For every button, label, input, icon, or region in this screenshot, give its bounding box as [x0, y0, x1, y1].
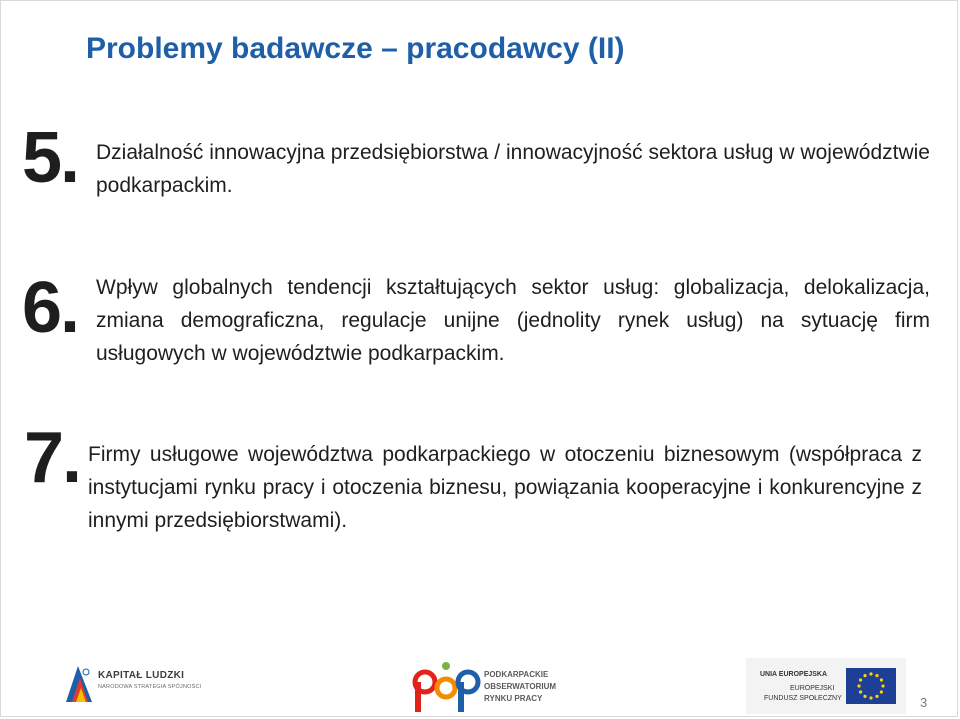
- item-number-6: 6.: [22, 268, 79, 348]
- eu-flag-icon: [846, 668, 896, 704]
- eu-line-1: UNIA EUROPEJSKA: [760, 671, 828, 678]
- slide-title: Problemy badawcze – pracodawcy (II): [86, 32, 625, 65]
- obserwatorium-logo: [412, 658, 582, 716]
- eu-logo: [746, 658, 906, 714]
- kapital-ludzki-logo: [64, 660, 204, 706]
- obserwatorium-icon: [412, 658, 482, 716]
- kapital-ludzki-subtitle: NARODOWA STRATEGIA SPÓJNOŚCI: [98, 684, 202, 690]
- obserwatorium-line-2: OBSERWATORIUM: [484, 682, 557, 691]
- item-text-7: Firmy usługowe województwa podkarpackiego w otoczeniu biznesowym (współpraca z instytucjami rynku pracy i otoczenia biznesu, powiązania kooperacyjne i konkurencyjne z innymi przedsiębiorstwami).: [88, 443, 922, 532]
- eu-line-2: EUROPEJSKI: [790, 685, 835, 692]
- footer-logos: [0, 650, 960, 719]
- kapital-ludzki-icon: [64, 664, 94, 704]
- page-number: 3: [920, 695, 928, 710]
- item-number-7: 7.: [24, 418, 81, 498]
- obserwatorium-line-1: PODKARPACKIE: [484, 670, 549, 679]
- item-text-5: Działalność innowacyjna przedsiębiorstwa / innowacyjność sektora usług w województwie podkarpackim.: [96, 141, 930, 197]
- eu-line-3: FUNDUSZ SPOŁECZNY: [764, 695, 842, 702]
- obserwatorium-line-3: RYNKU PRACY: [484, 694, 543, 703]
- item-number-5: 5.: [22, 118, 79, 198]
- item-text-6: Wpływ globalnych tendencji kształtujących sektor usług: globalizacja, delokalizacja, zmiana demograficzna, regulacje unijne (jednolity rynek usług) na sytuację firm usługowych w województwie podkarpackim.: [96, 276, 930, 365]
- kapital-ludzki-name: KAPITAŁ LUDZKI: [98, 670, 185, 681]
